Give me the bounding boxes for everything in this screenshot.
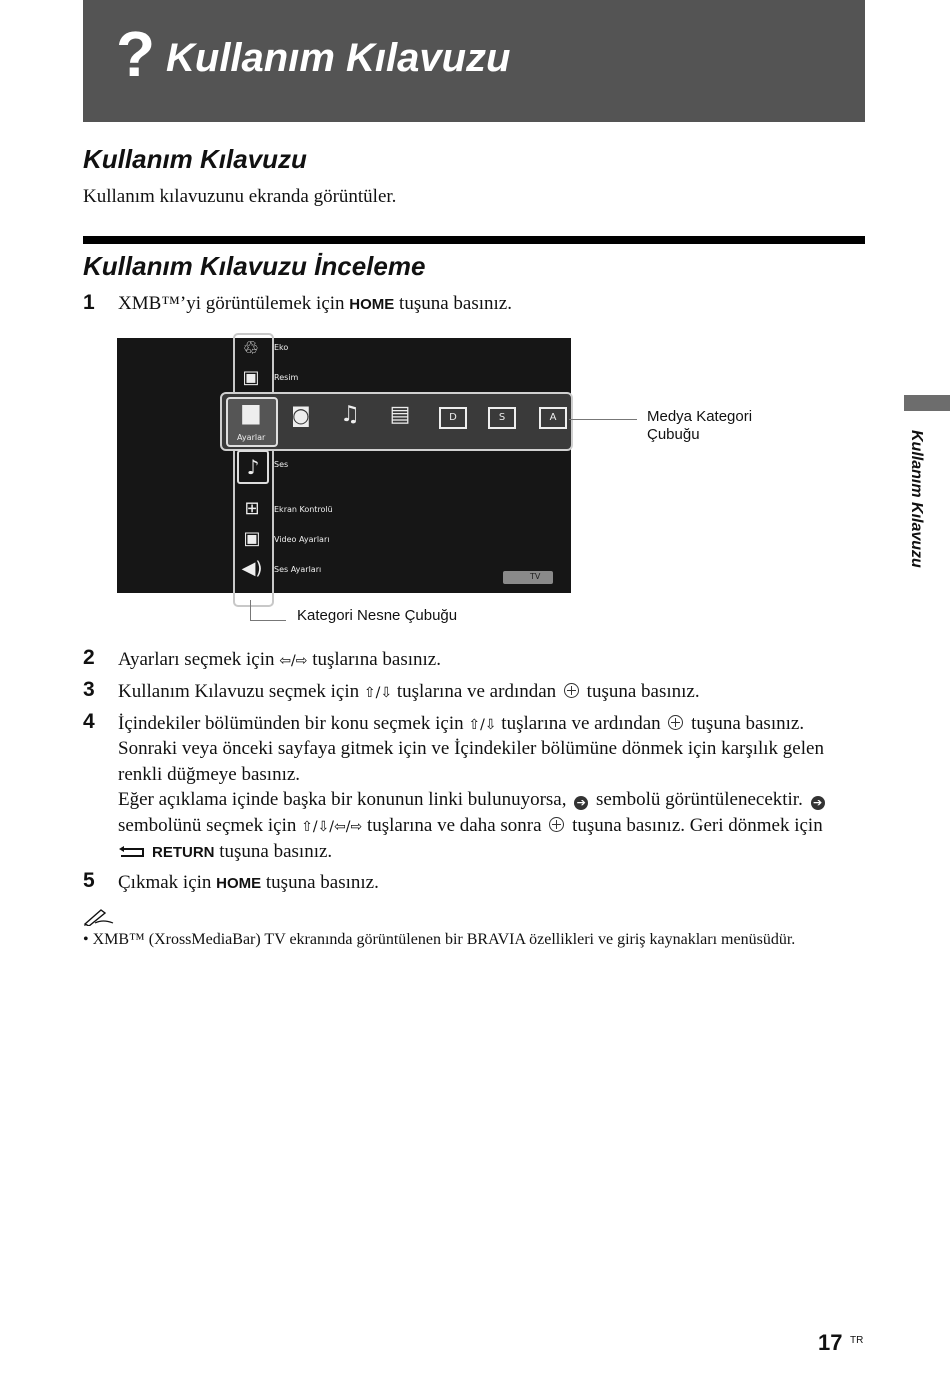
step-number: 2 bbox=[83, 646, 95, 669]
menu-item-sound-settings: Ses Ayarları bbox=[274, 565, 322, 574]
section-heading-2: Kullanım Kılavuzu İnceleme bbox=[83, 251, 426, 281]
speaker-icon: ◀) bbox=[241, 558, 263, 579]
sound-icon: ♪ bbox=[237, 450, 269, 484]
step-text: Sonraki veya önceki sayfaya gitmek için ve İçindekiler bölümüne dönmek için karşılık gelen bbox=[118, 738, 824, 759]
music-icon: ♫ bbox=[340, 402, 360, 427]
link-arrow-icon: ➔ bbox=[811, 796, 825, 810]
up-down-arrows-icon: ⇧/⇩ bbox=[363, 685, 393, 701]
chapter-title: Kullanım Kılavuzu bbox=[166, 36, 511, 80]
step-text: Ayarları seçmek için ⇦/⇨ tuşlarına basınız. bbox=[118, 649, 441, 670]
link-arrow-icon: ➔ bbox=[574, 796, 588, 810]
page-number: 17 bbox=[818, 1330, 843, 1355]
step-number: 1 bbox=[83, 291, 95, 314]
note-pencil-icon bbox=[83, 906, 115, 931]
step-text: Eğer açıklama içinde başka bir konunun linki bulunuyorsa, ➔ sembolü görüntülenecektir. ➔ bbox=[118, 790, 828, 810]
four-way-arrows-icon: ⇧/⇩/⇦/⇨ bbox=[301, 819, 363, 835]
eco-icon: ♲ bbox=[242, 338, 260, 359]
menu-item-video-settings: Video Ayarları bbox=[274, 535, 330, 544]
home-key: HOME bbox=[216, 875, 262, 892]
step-number: 3 bbox=[83, 678, 95, 701]
step-text: renkli düğmeye basınız. bbox=[118, 764, 301, 785]
section-description: Kullanım kılavuzunu ekranda görüntüler. bbox=[83, 186, 397, 207]
analog-tv-icon: A bbox=[539, 407, 567, 429]
home-key: HOME bbox=[349, 296, 395, 313]
selected-category-label: Ayarlar bbox=[237, 433, 266, 442]
camera-icon: ◙ bbox=[291, 403, 311, 427]
picture-icon: ▣ bbox=[242, 367, 260, 388]
return-icon bbox=[118, 843, 146, 855]
enter-button-icon bbox=[668, 715, 683, 730]
step-number: 5 bbox=[83, 869, 95, 892]
step-text: RETURN tuşuna basınız. bbox=[118, 842, 332, 861]
step-text: Çıkmak için HOME tuşuna basınız. bbox=[118, 872, 379, 893]
input-indicator bbox=[503, 571, 553, 584]
enter-button-icon bbox=[564, 683, 579, 698]
callout-line bbox=[569, 419, 637, 420]
menu-item-screen-control: Ekran Kontrolü bbox=[274, 505, 333, 514]
note-text: • XMB™ (XrossMediaBar) TV ekranında görüntülenen bir BRAVIA özellikleri ve giriş kaynakları menüsüdür. bbox=[83, 931, 796, 948]
satellite-icon: S bbox=[488, 407, 516, 429]
step-text: XMB™’yi görüntülemek için HOME tuşuna basınız. bbox=[118, 293, 512, 314]
step-text: İçindekiler bölümünden bir konu seçmek için ⇧/⇩ tuşlarına ve ardından tuşuna basınız. bbox=[118, 713, 805, 734]
section-heading: Kullanım Kılavuzu bbox=[83, 144, 307, 174]
digital-tv-icon: D bbox=[439, 407, 467, 429]
input-indicator-label: TV bbox=[530, 572, 541, 581]
return-key: RETURN bbox=[152, 844, 215, 861]
callout-media-bar: Medya Kategori Çubuğu bbox=[647, 408, 753, 443]
video-settings-icon: ▣ bbox=[243, 528, 261, 549]
chapter-tab-marker bbox=[904, 395, 950, 411]
section-divider bbox=[83, 236, 865, 244]
callout-line bbox=[250, 620, 286, 621]
chapter-side-label: Kullanım Kılavuzu bbox=[908, 430, 925, 568]
up-down-arrows-icon: ⇧/⇩ bbox=[468, 717, 497, 733]
step-text: Kullanım Kılavuzu seçmek için ⇧/⇩ tuşlarına ve ardından tuşuna basınız. bbox=[118, 681, 700, 702]
step-text: sembolünü seçmek için ⇧/⇩/⇦/⇨ tuşlarına ve daha sonra tuşuna basınız. Geri dönmek için bbox=[118, 815, 823, 836]
callout-category-bar: Kategori Nesne Çubuğu bbox=[297, 607, 458, 624]
screen-control-icon: ⊞ bbox=[244, 498, 260, 519]
enter-button-icon bbox=[549, 817, 564, 832]
page-language: TR bbox=[850, 1335, 864, 1346]
xmb-screenshot bbox=[117, 338, 571, 593]
menu-item-eco: Eko bbox=[274, 343, 289, 352]
question-icon: ? bbox=[116, 18, 156, 90]
menu-item-sound: Ses bbox=[274, 460, 289, 469]
step-number: 4 bbox=[83, 710, 95, 733]
film-icon: ▤ bbox=[389, 402, 411, 427]
toolbox-icon: ▆ bbox=[242, 400, 260, 425]
menu-item-picture: Resim bbox=[274, 373, 299, 382]
left-right-arrows-icon: ⇦/⇨ bbox=[279, 653, 308, 669]
callout-line bbox=[250, 600, 251, 621]
